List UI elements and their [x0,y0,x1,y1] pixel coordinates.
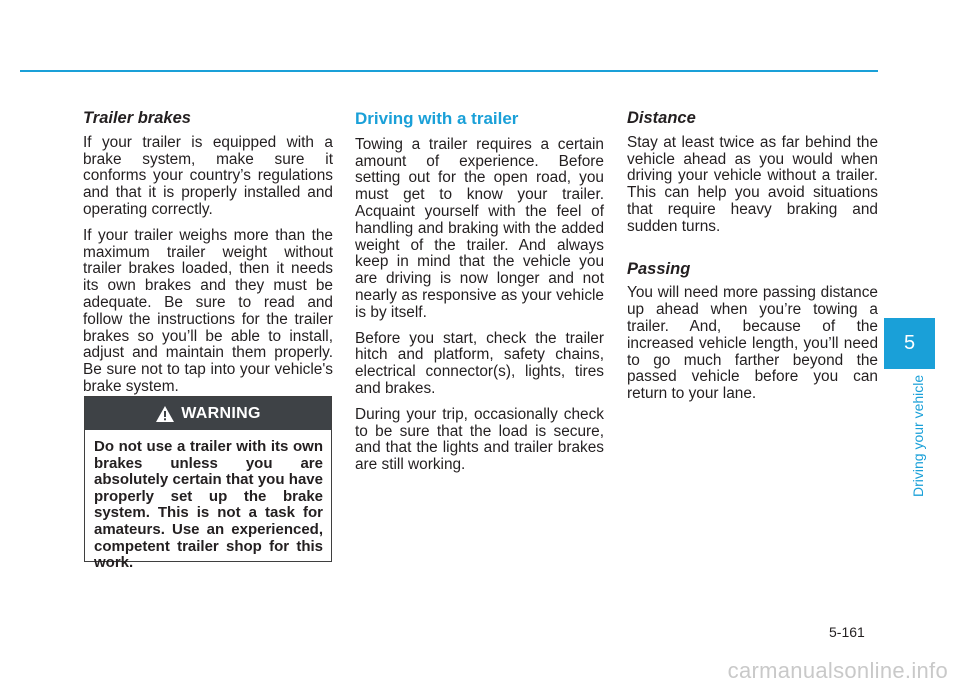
header-rule [20,70,878,72]
paragraph: You will need more passing distance up ahead when you’re towing a trailer. And, because of the increased vehicle length, you’ll need to go much farther beyond the passed vehicle before you can return to your lane. [627,284,878,403]
column-trailer-brakes [83,108,333,405]
chapter-title: Driving your vehicle [910,374,926,497]
warning-text: Do not use a trailer with its own brakes unless you are absolutely certain that you have properly set up the brake system. This is not a task for amateurs. Use an experienced, competent trailer shop for this work. [94,438,323,572]
page-number: 5-161 [829,624,865,640]
paragraph: Towing a trailer requires a certain amount of experience. Before setting out for the open road, you must get to know your trailer. Acquaint yourself with the feel of handling and braking with the added weight of the trailer. And always keep in mind that the vehicle you are driving is now longer and not nearly as responsive as your vehicle is by itself. [355,135,604,321]
warning-box [84,396,332,572]
paragraph: Stay at least twice as far behind the vehicle ahead as you would when driving your vehicle without a trailer. This can help you avoid situations that require heavy braking and sudden turns. [627,133,878,235]
warning-triangle-icon [155,405,175,423]
paragraph: During your trip, occasionally check to be sure that the load is secure, and that the lights and trailer brakes are still working. [355,405,604,474]
chapter-number-tab: 5 [884,318,935,369]
section-heading: Trailer brakes [83,109,191,127]
section-heading: Driving with a trailer [355,109,519,128]
paragraph: Before you start, check the trailer hitch and platform, safety chains, electrical connector(s), lights, tires and brakes. [355,329,604,397]
warning-title: WARNING [181,404,261,422]
section-heading: Distance [627,109,696,127]
warning-header [85,397,331,430]
paragraph: If your trailer is equipped with a brake system, make sure it conforms your country’s regulations and that it is properly installed and operating correctly. [83,133,333,218]
column-driving-with-trailer [355,108,604,483]
watermark: carmanualsonline.info [727,658,948,683]
paragraph: If your trailer weighs more than the maximum trailer weight without trailer brakes loaded, then it needs its own brakes and they must be adequate. Be sure to read and follow the instructions for the trailer brakes so you’ll be able to install, adjust and maintain them properly. Be sure not to tap into your vehicle's brake system. [83,226,333,395]
column-distance-passing [627,108,878,412]
section-heading: Passing [627,259,691,278]
